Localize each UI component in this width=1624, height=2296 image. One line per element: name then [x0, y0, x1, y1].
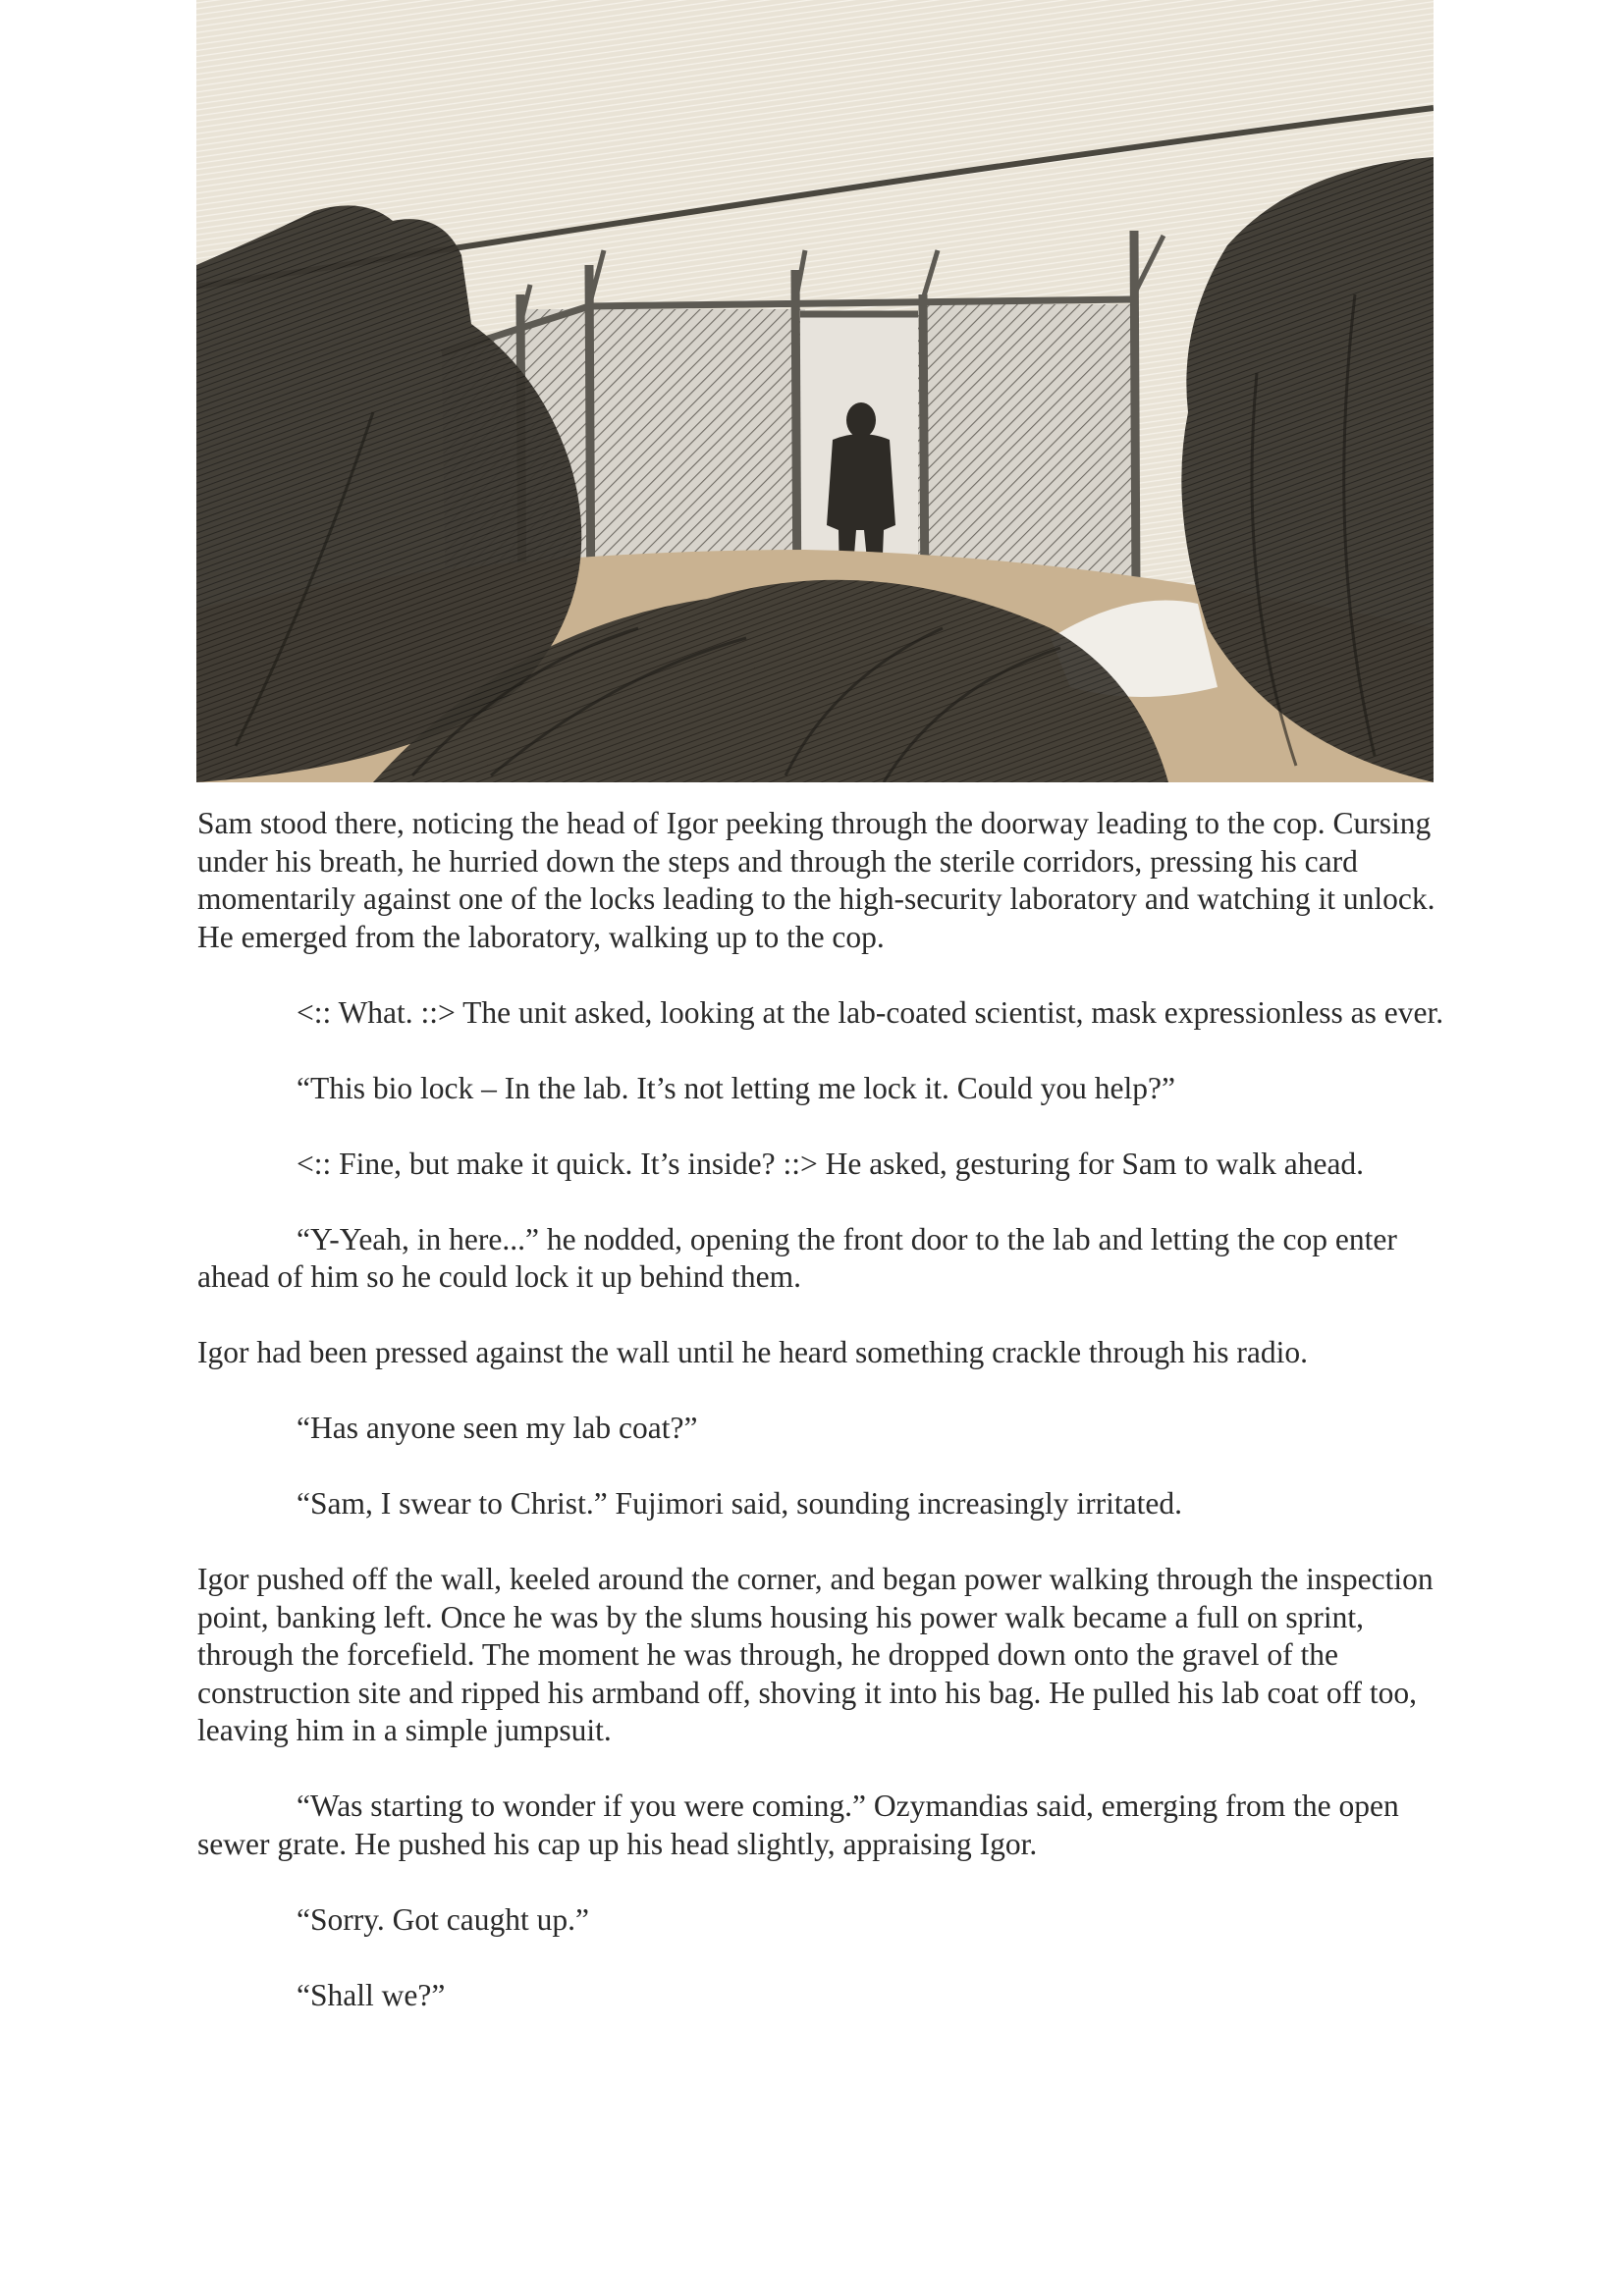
paragraph-7: “Has anyone seen my lab coat?” — [297, 1411, 698, 1445]
paragraph-6: Igor had been pressed against the wall until he heard something crackle through his radio. — [197, 1335, 1309, 1369]
paragraph-8: “Sam, I swear to Christ.” Fujimori said, sounding increasingly irritated. — [297, 1486, 1182, 1521]
paragraph-2: <:: What. ::> The unit asked, looking at the lab-coated scientist, mask expressionless as ever. — [297, 994, 1444, 1030]
paragraph-9: Igor pushed off the wall, keeled around the corner, and began power walking through the inspection point, banking left. Once he was by the slums housing his power walk became a full on sprint, through the forcefield. The moment he was through, he dropped down onto the gravel of the construction site and ripped his armband off, shoving it into his bag. He pulled his lab coat off too, leaving him in a simple jumpsuit. — [197, 1562, 1434, 1747]
fence-sketch-illustration — [196, 0, 1434, 782]
paragraph-10: “Was starting to wonder if you were coming.” Ozymandias said, emerging from the open sewer grate. He pushed his cap up his head slightly, appraising Igor. — [197, 1789, 1399, 1861]
story-text — [197, 805, 1444, 2053]
paragraph-3: “This bio lock – In the lab. It’s not letting me lock it. Could you help?” — [297, 1070, 1175, 1105]
paragraph-5: “Y-Yeah, in here...” he nodded, opening the front door to the lab and letting the cop enter ahead of him so he could lock it up behind them. — [197, 1221, 1397, 1294]
paragraph-1: Sam stood there, noticing the head of Igor peeking through the doorway leading to the cop. Cursing under his breath, he hurried down the steps and through the sterile corridors, pressing his card momentarily against one of the locks leading to the high-security laboratory and watching it unlock. He emerged from the laboratory, walking up to the cop. — [197, 806, 1435, 954]
paragraph-11: “Sorry. Got caught up.” — [297, 1901, 590, 1937]
paragraph-4: <:: Fine, but make it quick. It’s inside? ::> He asked, gesturing for Sam to walk ahead. — [297, 1146, 1365, 1181]
paragraph-12: “Shall we?” — [297, 1977, 446, 2012]
